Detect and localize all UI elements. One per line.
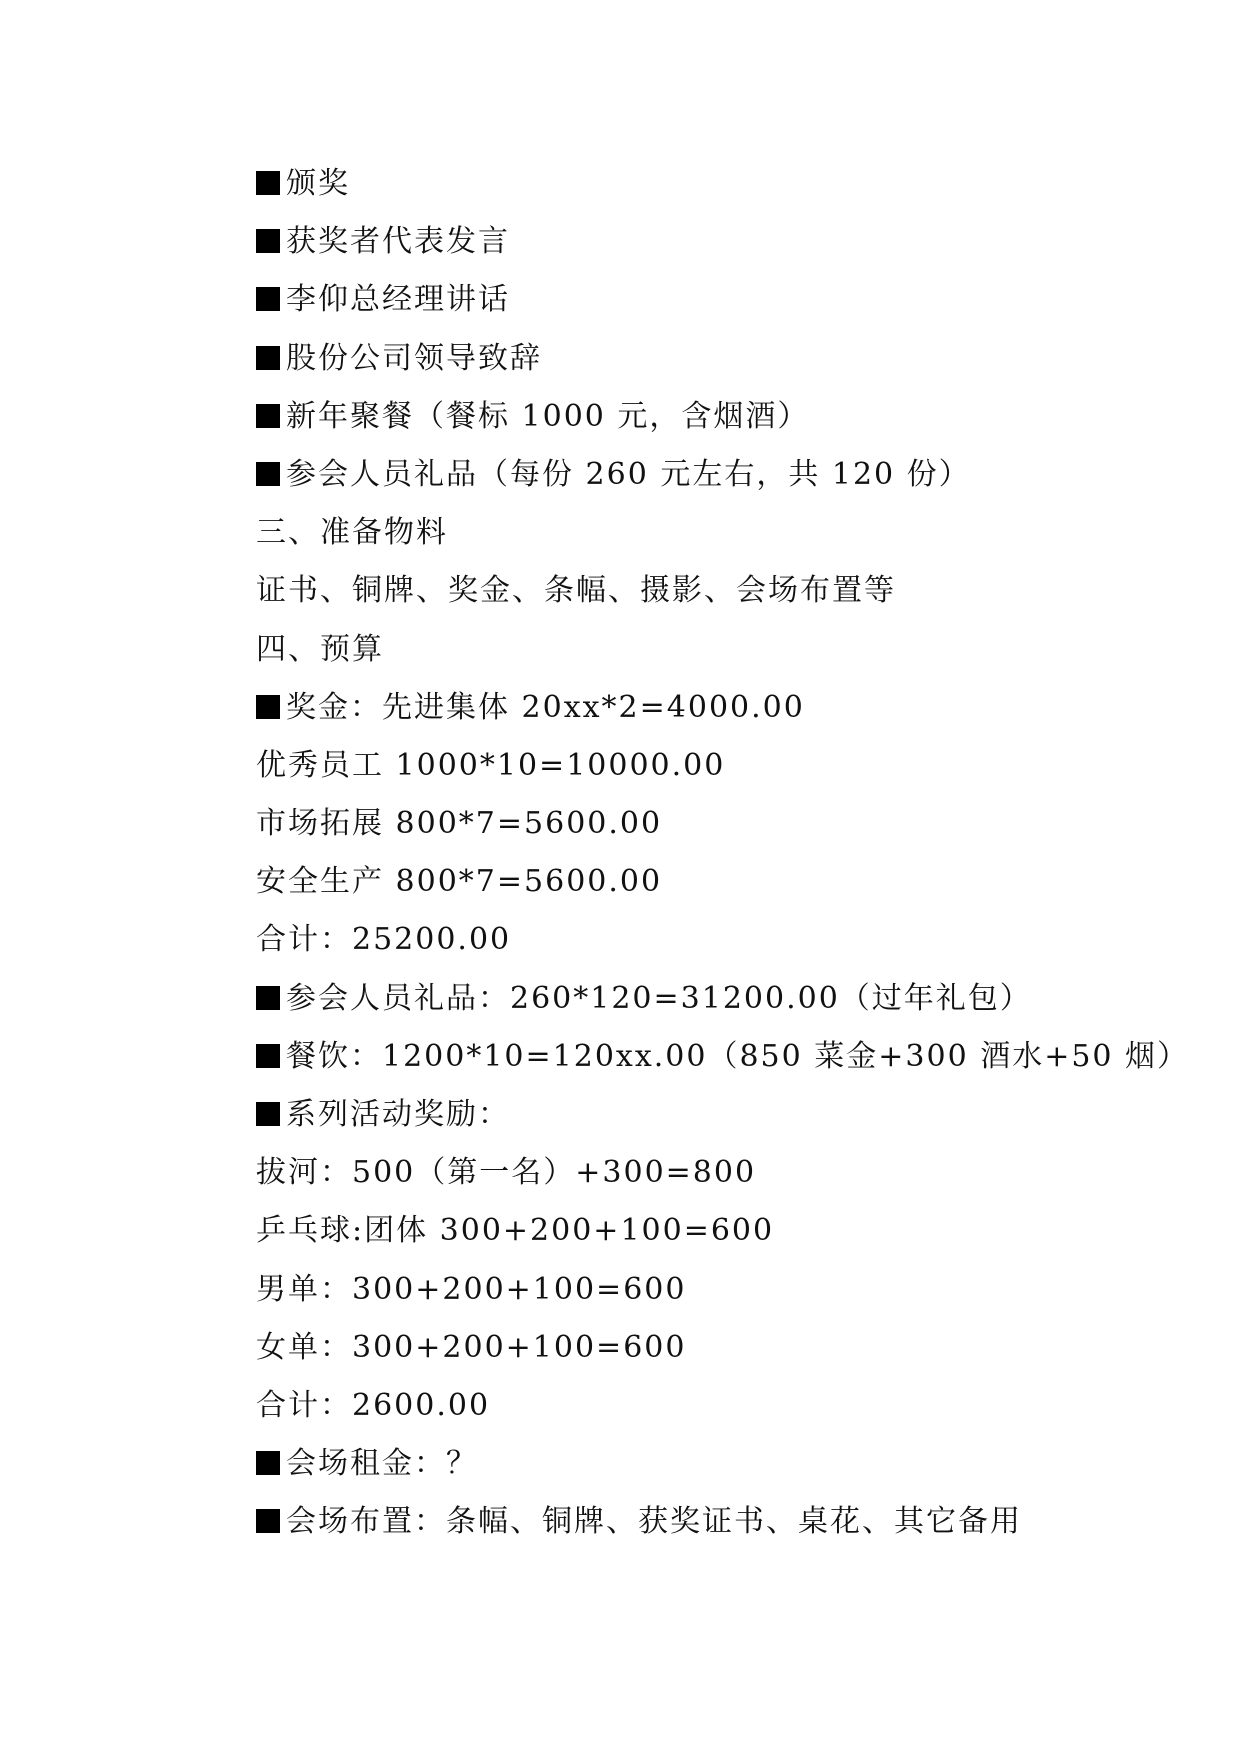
line-3 [256, 271, 1156, 329]
line-4 [256, 330, 1156, 388]
line-text: 参会人员礼品（每份 260 元左右，共 120 份） [286, 456, 971, 492]
line-text: 合计：25200.00 [256, 922, 512, 958]
line-text: 男单：300+200+100=600 [256, 1271, 687, 1307]
line-text: 乒乓球:团体 300+200+100=600 [256, 1213, 775, 1249]
square-bullet-icon [256, 287, 280, 311]
line-6 [256, 446, 1156, 504]
line-24 [256, 1493, 1156, 1551]
line-10 [256, 679, 1156, 737]
square-bullet-icon [256, 1451, 280, 1475]
line-text: 奖金：先进集体 20xx*2=4000.00 [286, 689, 805, 725]
section-heading-budget [256, 621, 1156, 679]
line-text: 股份公司领导致辞 [286, 340, 542, 376]
line-text: 会场租金：？ [286, 1446, 478, 1482]
line-text: 女单：300+200+100=600 [256, 1329, 687, 1365]
line-12 [256, 795, 1156, 853]
line-text: 系列活动奖励： [286, 1097, 510, 1132]
square-bullet-icon [256, 1044, 280, 1068]
line-text: 餐饮：1200*10=120xx.00（850 菜金+300 酒水+50 烟） [286, 1038, 1190, 1074]
line-text: 安全生产 800*7=5600.00 [256, 864, 663, 900]
line-18 [256, 1144, 1156, 1202]
line-15 [256, 970, 1156, 1028]
line-text: 四、预算 [256, 631, 384, 667]
line-14 [256, 911, 1156, 969]
square-bullet-icon [256, 1102, 280, 1126]
line-13 [256, 853, 1156, 911]
square-bullet-icon [256, 404, 280, 428]
line-21 [256, 1319, 1156, 1377]
document-body [256, 155, 1190, 1552]
line-text: 会场布置：条幅、铜牌、获奖证书、桌花、其它备用 [286, 1504, 1022, 1540]
line-text: 三、准备物料 [256, 515, 448, 551]
line-text: 合计：2600.00 [256, 1387, 491, 1423]
square-bullet-icon [256, 229, 280, 253]
line-text: 拔河：500（第一名）+300=800 [256, 1155, 757, 1191]
line-2 [256, 213, 1156, 271]
square-bullet-icon [256, 346, 280, 370]
line-11 [256, 737, 1156, 795]
section-heading-materials [256, 504, 1156, 562]
line-text: 李仰总经理讲话 [286, 282, 510, 318]
line-1 [256, 155, 1156, 213]
line-text: 参会人员礼品：260*120=31200.00（过年礼包） [286, 980, 1032, 1016]
line-8 [256, 562, 1156, 620]
line-19 [256, 1202, 1156, 1260]
line-text: 获奖者代表发言 [286, 224, 510, 260]
square-bullet-icon [256, 695, 280, 719]
square-bullet-icon [256, 171, 280, 195]
square-bullet-icon [256, 1509, 280, 1533]
line-20 [256, 1261, 1156, 1319]
line-23 [256, 1435, 1156, 1493]
line-5 [256, 388, 1156, 446]
square-bullet-icon [256, 986, 280, 1010]
square-bullet-icon [256, 462, 280, 486]
line-22 [256, 1377, 1156, 1435]
line-text: 优秀员工 1000*10=10000.00 [256, 747, 726, 783]
line-text: 新年聚餐（餐标 1000 元，含烟酒） [286, 398, 810, 434]
line-16 [256, 1028, 1190, 1086]
line-text: 证书、铜牌、奖金、条幅、摄影、会场布置等 [256, 573, 896, 609]
line-17 [256, 1086, 1156, 1144]
line-text: 市场拓展 800*7=5600.00 [256, 806, 663, 842]
line-text: 颁奖 [286, 166, 350, 201]
